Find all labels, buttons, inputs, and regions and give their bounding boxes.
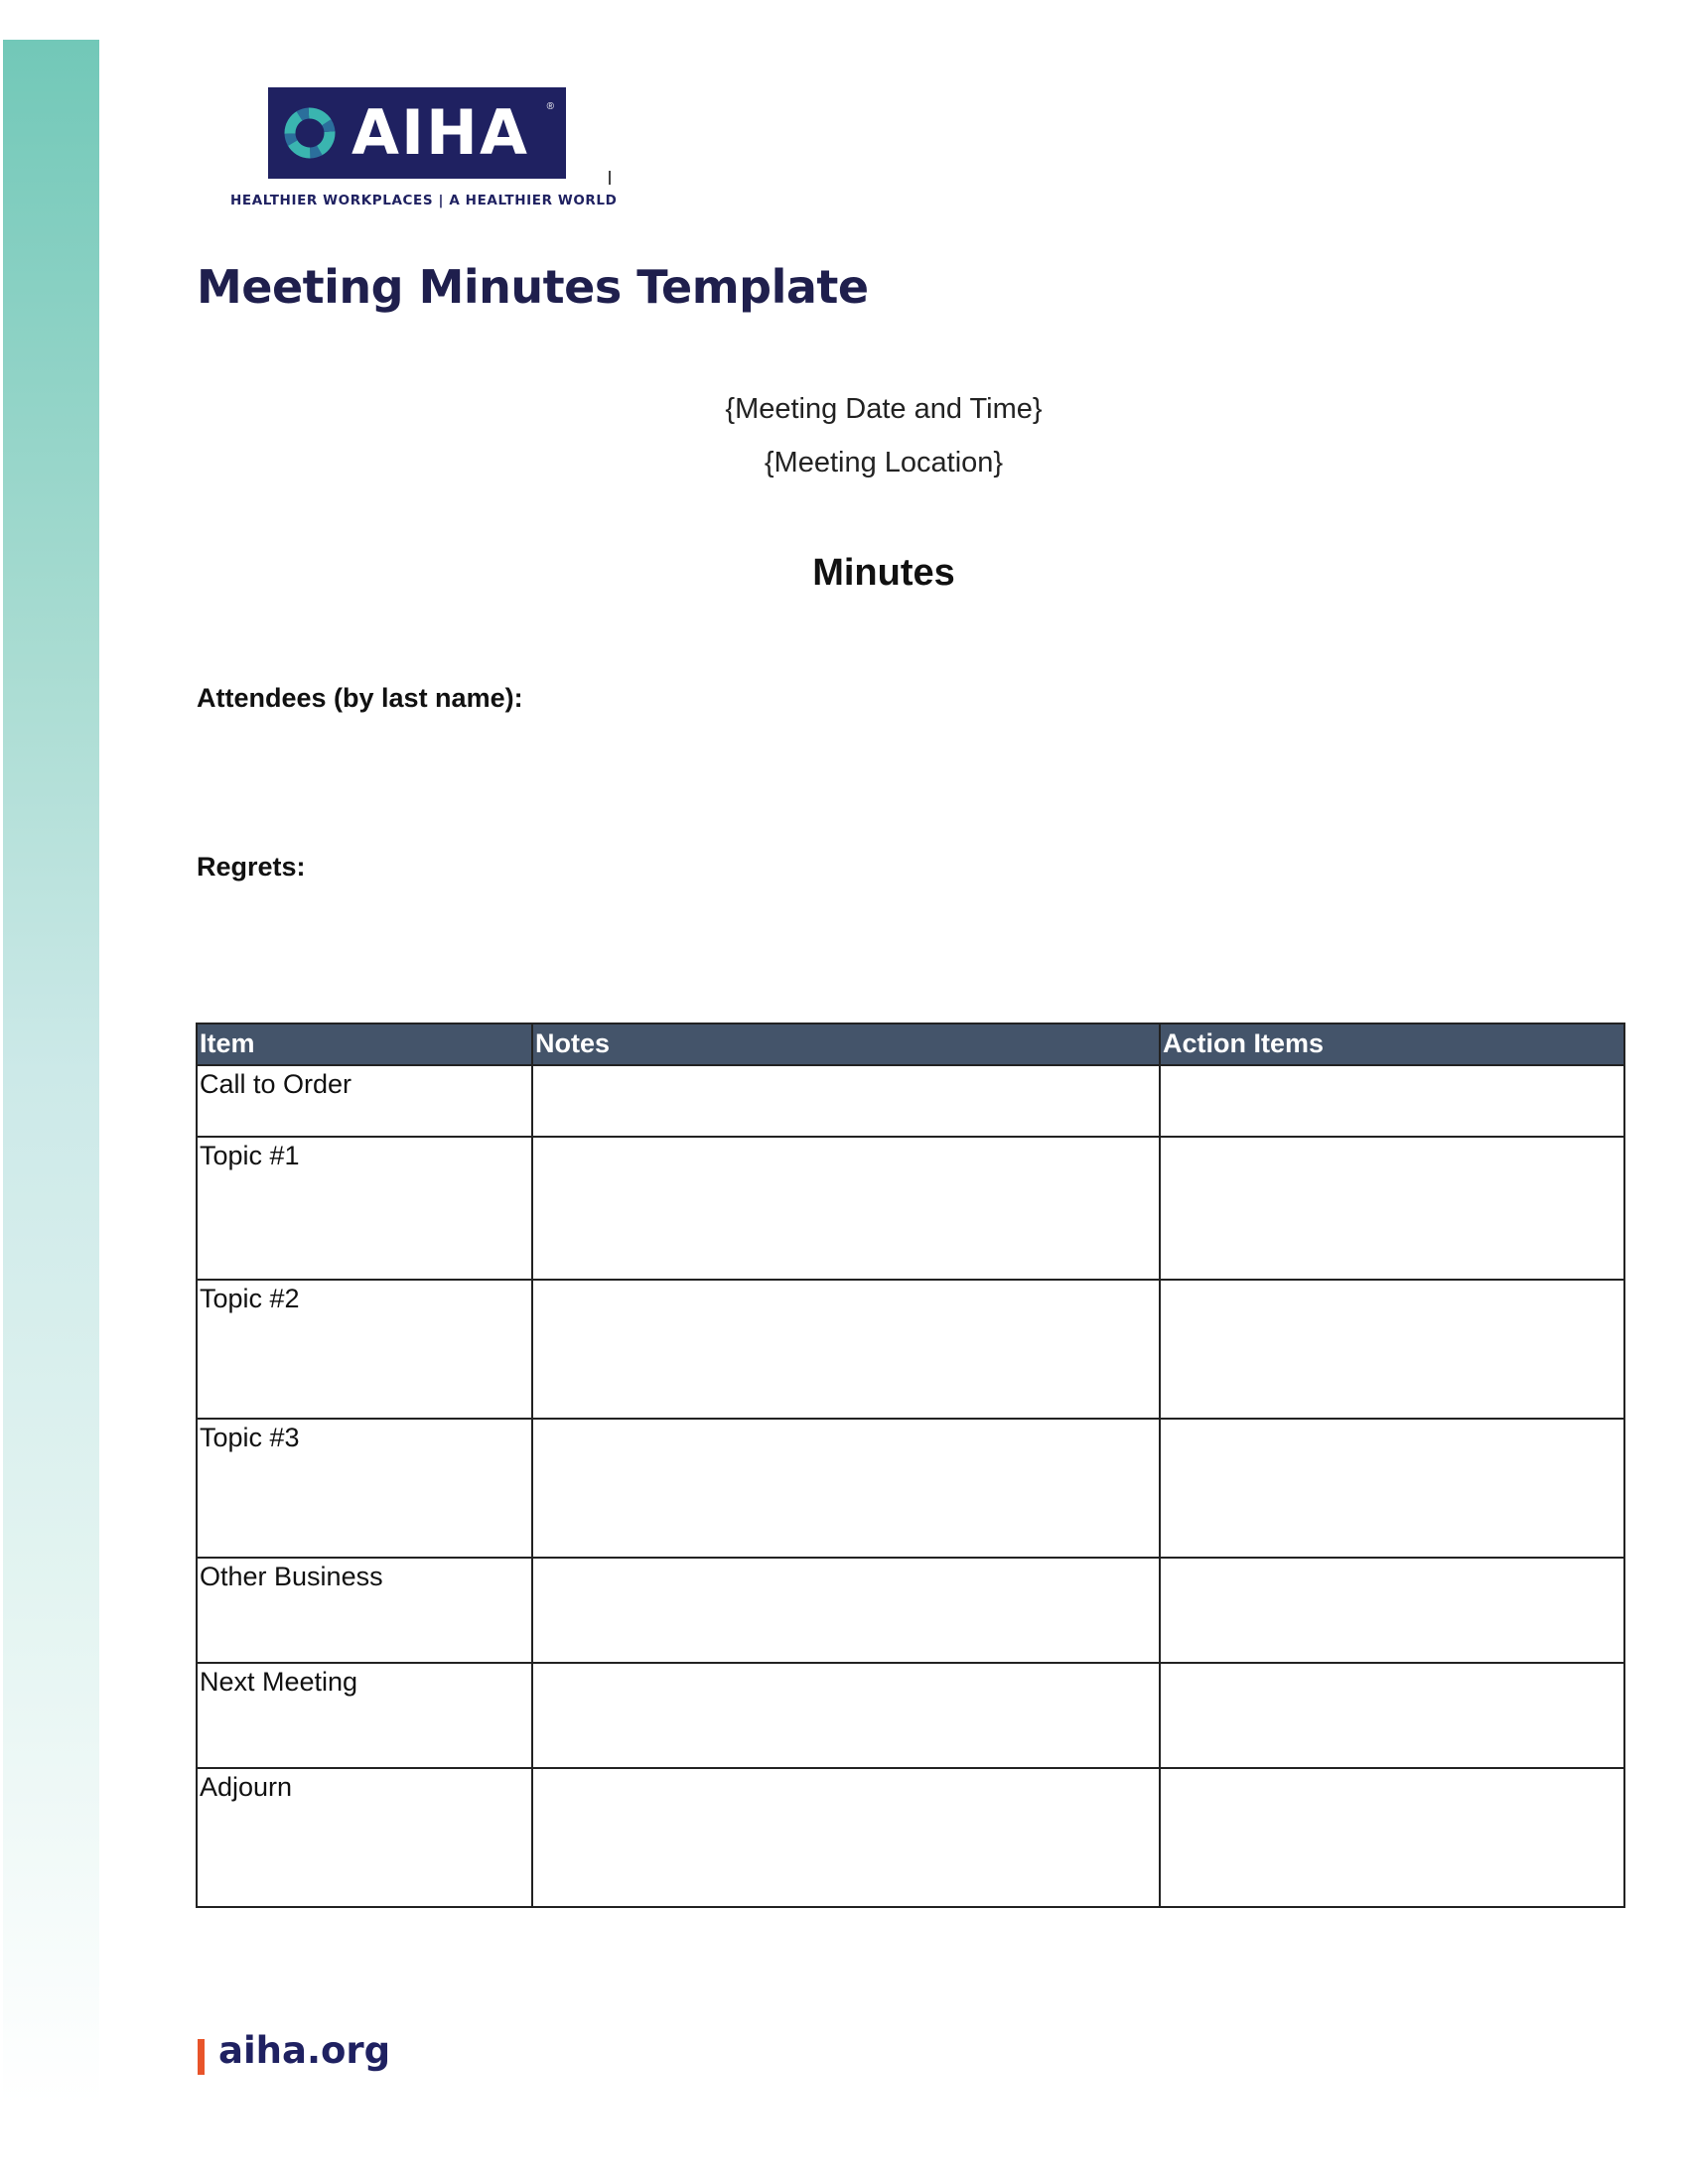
footer-website-link[interactable]: aiha.org <box>218 2029 391 2072</box>
action-items-cell[interactable] <box>1160 1663 1624 1768</box>
item-cell: Topic #2 <box>197 1280 532 1419</box>
page-title: Meeting Minutes Template <box>197 260 869 314</box>
table-row <box>197 1137 1624 1280</box>
action-items-cell[interactable] <box>1160 1768 1624 1907</box>
notes-cell[interactable] <box>532 1419 1160 1558</box>
notes-cell[interactable] <box>532 1280 1160 1419</box>
item-cell: Next Meeting <box>197 1663 532 1768</box>
table-row <box>197 1558 1624 1663</box>
meeting-date-time: {Meeting Date and Time} <box>725 393 1043 425</box>
action-items-cell[interactable] <box>1160 1558 1624 1663</box>
action-items-cell[interactable] <box>1160 1137 1624 1280</box>
logo-edge-mark <box>609 171 611 185</box>
notes-cell[interactable] <box>532 1558 1160 1663</box>
table-row <box>197 1065 1624 1137</box>
action-items-cell[interactable] <box>1160 1419 1624 1558</box>
minutes-heading: Minutes <box>812 552 955 594</box>
decorative-sidebar <box>3 40 99 2105</box>
ring-icon <box>282 105 338 161</box>
logo-wordmark: AIHA <box>352 96 529 169</box>
item-cell: Topic #1 <box>197 1137 532 1280</box>
table-row <box>197 1280 1624 1419</box>
minutes-table <box>196 1023 1625 1908</box>
logo-tagline: HEALTHIER WORKPLACES | A HEALTHIER WORLD <box>230 193 618 208</box>
notes-cell[interactable] <box>532 1663 1160 1768</box>
table-row <box>197 1663 1624 1768</box>
item-cell: Adjourn <box>197 1768 532 1907</box>
table-header-row <box>197 1024 1624 1065</box>
notes-cell[interactable] <box>532 1768 1160 1907</box>
item-cell: Other Business <box>197 1558 532 1663</box>
notes-cell[interactable] <box>532 1137 1160 1280</box>
item-cell: Topic #3 <box>197 1419 532 1558</box>
notes-cell[interactable] <box>532 1065 1160 1137</box>
item-cell: Call to Order <box>197 1065 532 1137</box>
footer-accent-bar <box>198 2039 205 2075</box>
action-items-cell[interactable] <box>1160 1280 1624 1419</box>
attendees-label: Attendees (by last name): <box>197 683 523 713</box>
logo-badge <box>268 87 566 179</box>
header-action-items: Action Items <box>1160 1024 1624 1065</box>
table-row <box>197 1768 1624 1907</box>
header-notes: Notes <box>532 1024 1160 1065</box>
meeting-location: {Meeting Location} <box>764 447 1004 478</box>
action-items-cell[interactable] <box>1160 1065 1624 1137</box>
table-row <box>197 1419 1624 1558</box>
registered-mark: ® <box>546 101 554 112</box>
regrets-label: Regrets: <box>197 852 306 882</box>
header-item: Item <box>197 1024 532 1065</box>
